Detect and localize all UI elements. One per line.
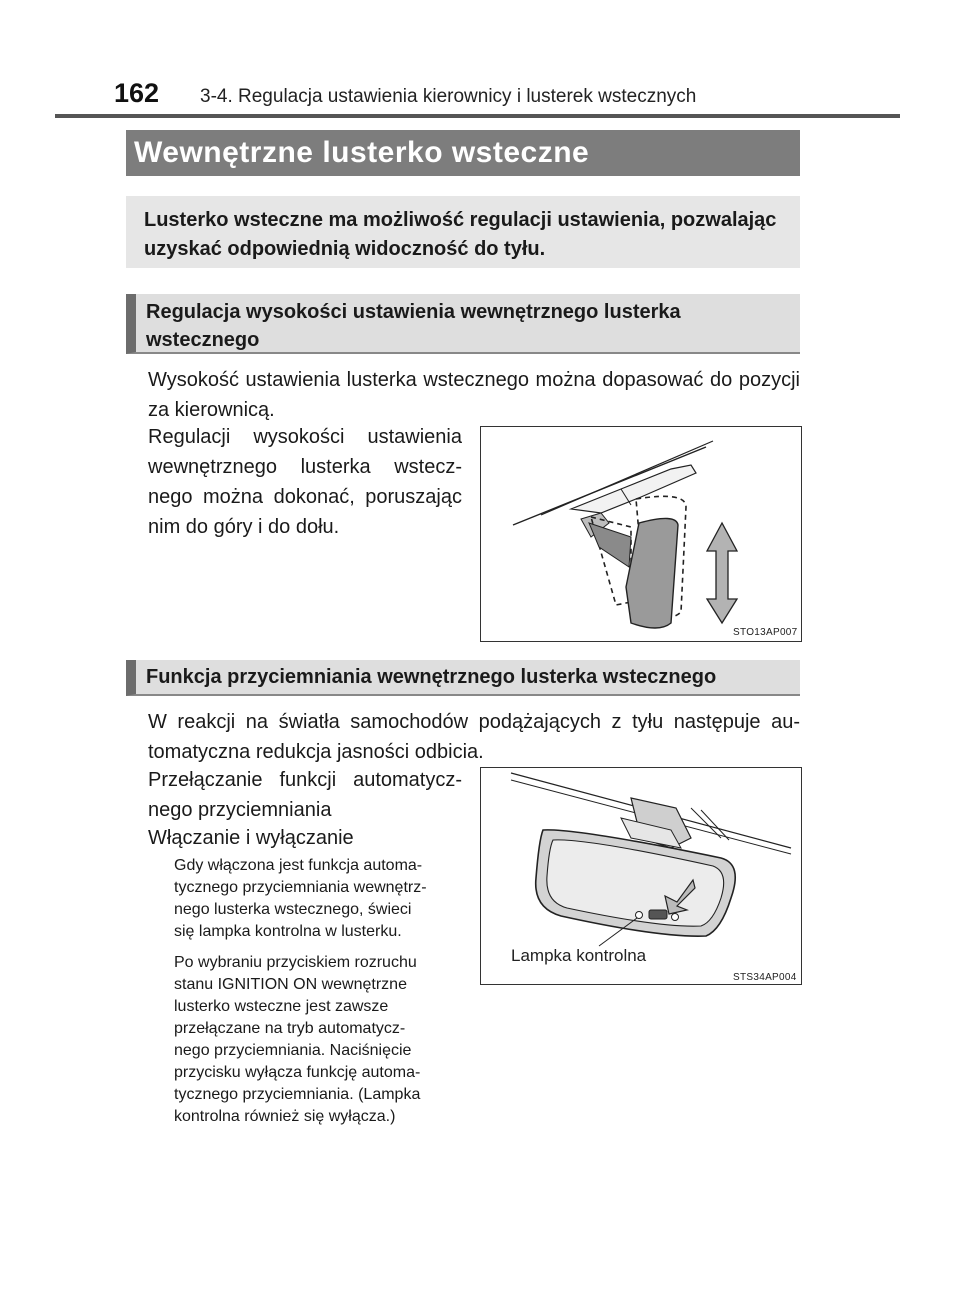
figure-code: STS34AP004 (733, 972, 797, 983)
note-line: kontrolna również się wyłącza.) (174, 1108, 396, 1125)
note-line: lusterko wsteczne jest zawsze (174, 998, 389, 1015)
paragraph-line: tomatyczna redukcja jasności odbicia. (148, 741, 484, 763)
paragraph-line: nim do góry i do dołu. (148, 516, 340, 538)
paragraph-line: za kierownicą. (148, 399, 275, 421)
page-title: Wewnętrzne lusterko wsteczne (126, 130, 800, 176)
intro-box: Lusterko wsteczne ma możliwość regulacji ustawienia, pozwalając uzyskać odpowiednią widoczność do tyłu. (126, 196, 800, 268)
paragraph-line: wewnętrznego lusterka wstecz- (148, 456, 462, 478)
note-line: stanu IGNITION ON wewnętrzne (174, 976, 407, 993)
paragraph-line: W reakcji na światła samochodów podążających z tyłu następuje au- (148, 711, 800, 733)
note-line: się lampka kontrolna w lusterku. (174, 923, 402, 940)
paragraph-line: Regulacji wysokości ustawienia (148, 426, 462, 448)
paragraph-line: Przełączanie funkcji automatycz- (148, 769, 462, 791)
section-heading-height-adjustment: Regulacja wysokości ustawienia wewnętrznego lusterka wstecznego (126, 294, 800, 354)
header-divider (55, 114, 900, 118)
page-number: 162 (114, 78, 160, 108)
mirror-height-illustration (481, 427, 801, 641)
figure-code: STO13AP007 (733, 627, 798, 638)
note-line: przełączane na tryb automatycz- (174, 1020, 406, 1037)
chapter-header: 3-4. Regulacja ustawienia kierownicy i lusterek wstecznych (200, 86, 697, 107)
note-line: przycisku wyłącza funkcję automa- (174, 1064, 421, 1081)
note-line: nego lusterka wstecznego, świeci (174, 901, 412, 918)
paragraph-line: nego przyciemniania (148, 799, 332, 821)
dimming-mirror-figure (480, 767, 802, 985)
note-line: tycznego przyciemniania. (Lampka (174, 1086, 421, 1103)
paragraph-line: Włączanie i wyłączanie (148, 827, 354, 849)
section-heading-dimming-function: Funkcja przyciemniania wewnętrznego lusterka wstecznego (126, 660, 800, 696)
paragraph-line: Wysokość ustawienia lusterka wstecznego można dopasować do pozycji (148, 369, 800, 391)
note-line: nego przyciemniania. Naciśnięcie (174, 1042, 412, 1059)
figure-caption: Lampka kontrolna (511, 946, 647, 965)
note-line: Po wybraniu przyciskiem rozruchu (174, 954, 417, 971)
note-line: tycznego przyciemniania wewnętrz- (174, 879, 427, 896)
paragraph-line: nego można dokonać, poruszając (148, 486, 462, 508)
note-line: Gdy włączona jest funkcja automa- (174, 857, 423, 874)
mirror-height-figure (480, 426, 802, 642)
